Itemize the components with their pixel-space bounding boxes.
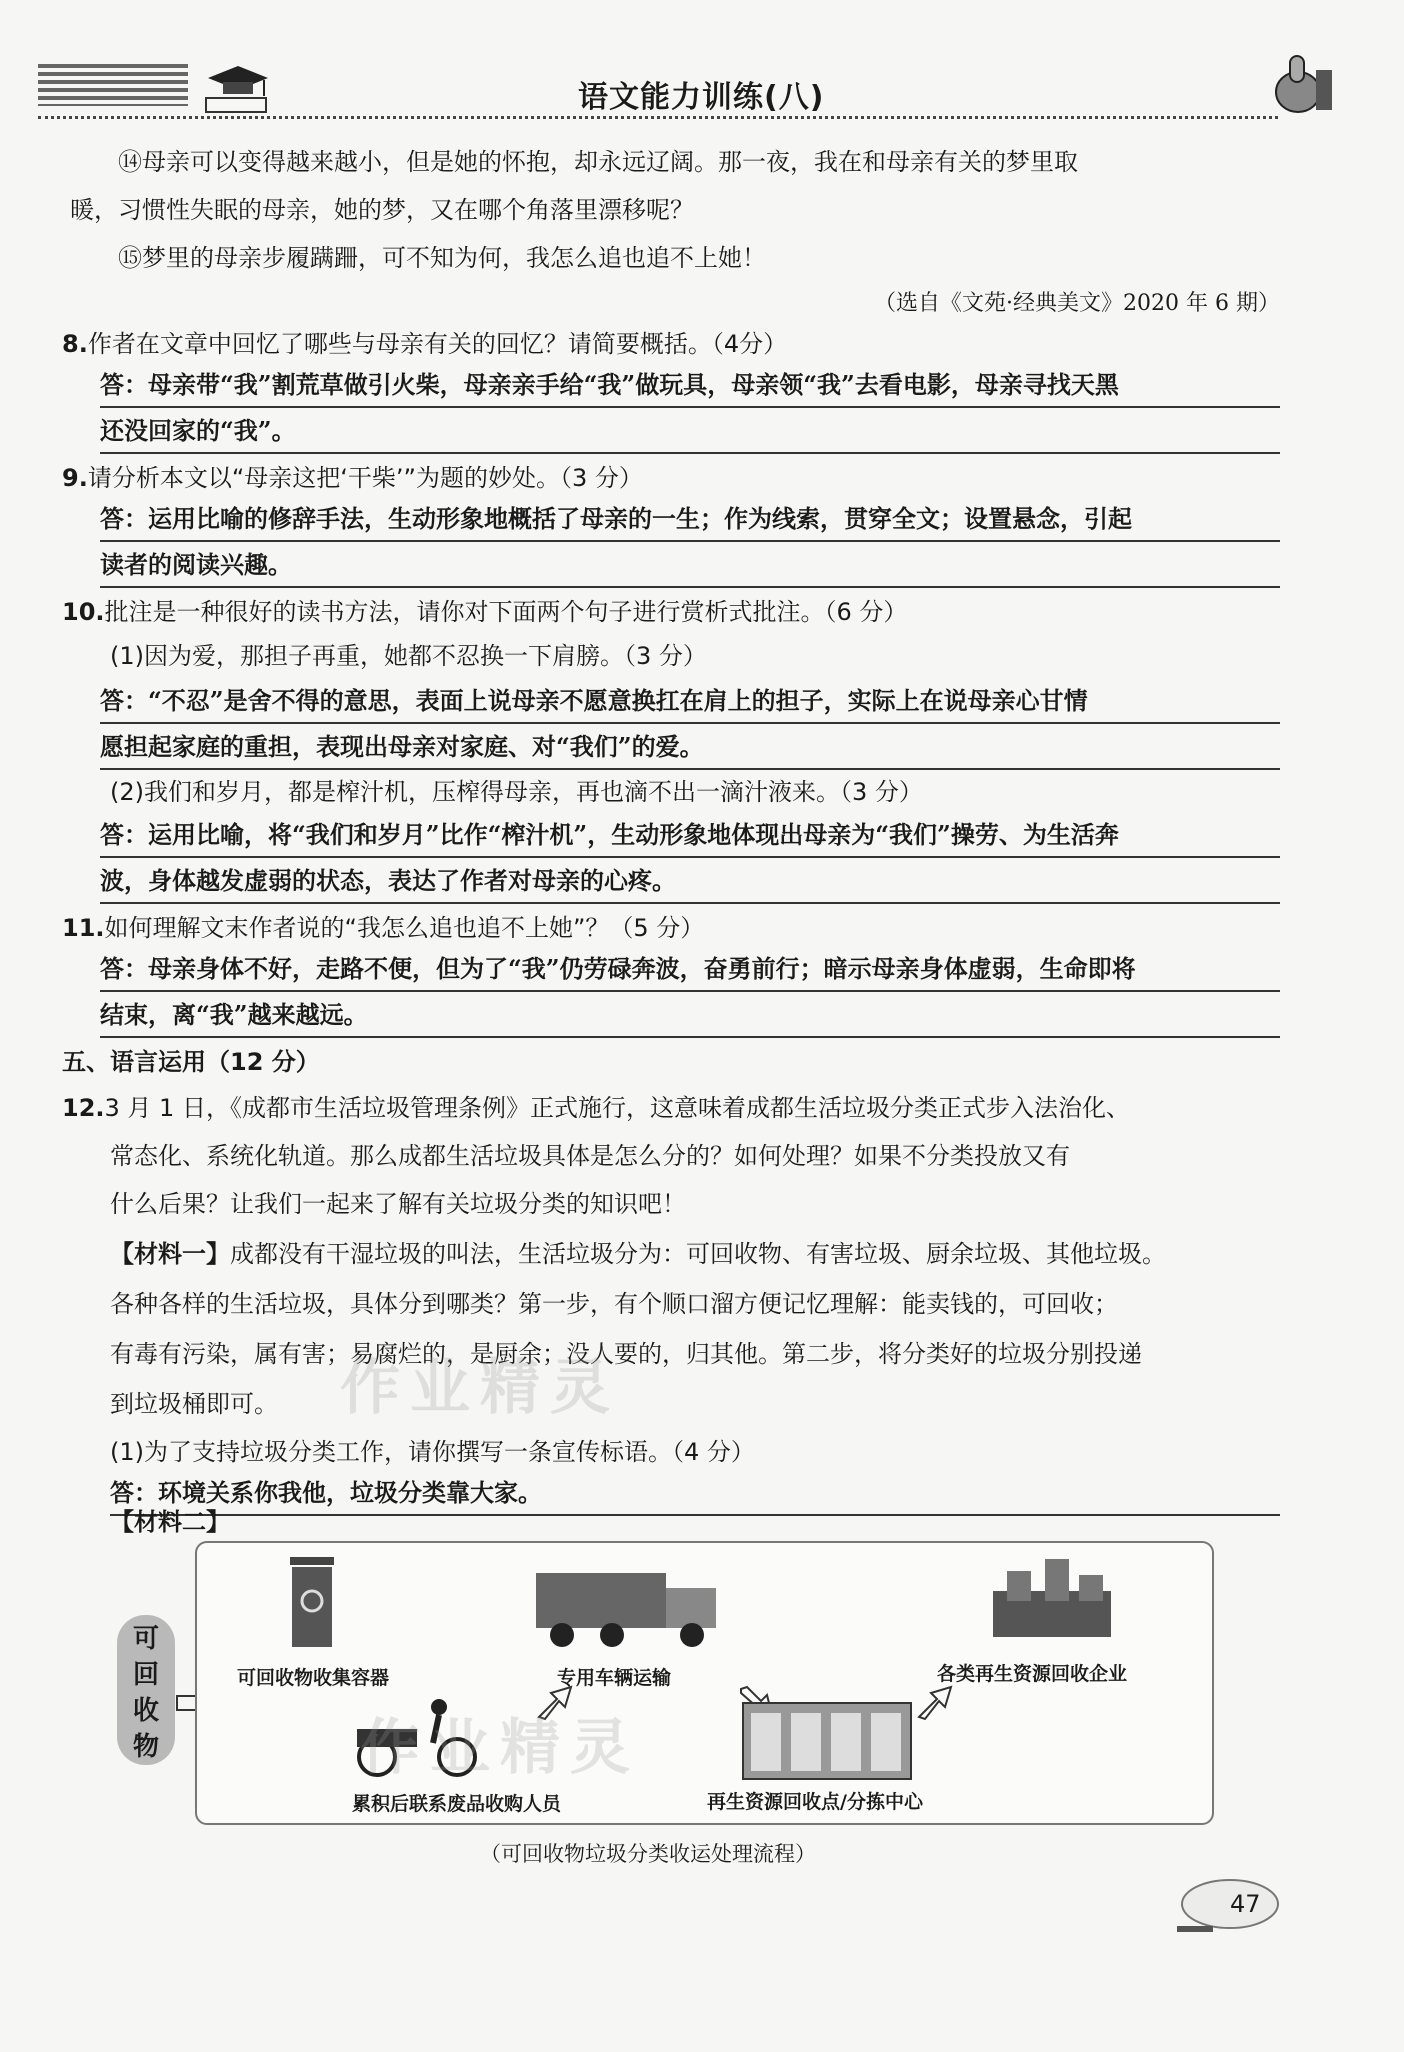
paragraph-14-line-2: 暖，习惯性失眠的母亲，她的梦，又在哪个角落里漂移呢？ bbox=[70, 196, 694, 224]
intro-line-3: 什么后果？让我们一起来了解有关垃圾分类的知识吧！ bbox=[110, 1190, 686, 1218]
watermark: 作业精灵 bbox=[340, 1353, 620, 1423]
answer-line: 答：环境关系你我他，垃圾分类靠大家。 bbox=[110, 1472, 1280, 1516]
material-1-line-3: 有毒有污染，属有害；易腐烂的，是厨余；没人要的，归其他。第二步，将分类好的垃圾分别投递 bbox=[110, 1340, 1142, 1368]
paragraph-15: ⑮梦里的母亲步履蹒跚，可不知为何，我怎么追也追不上她！ bbox=[118, 244, 766, 272]
header-stripes bbox=[38, 64, 188, 106]
material-2-label: 【材料二】 bbox=[110, 1508, 230, 1536]
page-header bbox=[38, 58, 1328, 118]
answer-line: 答：“不忍”是舍不得的意思，表面上说母亲不愿意换扛在肩上的担子，实际上在说母亲心甘情 bbox=[100, 680, 1280, 724]
question-text: 作者在文章中回忆了哪些与母亲有关的回忆？请简要概括。（4分） bbox=[87, 330, 788, 358]
diagram-caption: （可回收物垃圾分类收运处理流程） bbox=[480, 1842, 816, 1866]
question-number: 9. bbox=[62, 464, 88, 492]
question-text: 如何理解文末作者说的“我怎么追也追不上她”？（5 分） bbox=[104, 914, 705, 942]
recycle-bin-icon bbox=[282, 1553, 342, 1653]
question-number: 11. bbox=[62, 914, 105, 942]
header-divider bbox=[38, 116, 1278, 119]
answer-line: 还没回家的“我”。 bbox=[100, 410, 1280, 454]
material-1-line-2: 各种各样的生活垃圾，具体分到哪类？第一步，有个顺口溜方便记忆理解：能卖钱的，可回收； bbox=[110, 1290, 1118, 1318]
section-heading: 五、语言运用（12 分） bbox=[62, 1048, 320, 1076]
truck-label: 专用车辆运输 bbox=[557, 1667, 672, 1689]
recycling-flow-diagram bbox=[195, 1541, 1214, 1825]
answer-line: 答：运用比喻，将“我们和岁月”比作“榨汁机”，生动形象地体现出母亲为“我们”操劳、为生活奔 bbox=[100, 814, 1280, 858]
center-label: 再生资源回收点/分拣中心 bbox=[707, 1791, 923, 1813]
answer-line: 愿担起家庭的重担，表现出母亲对家庭、对“我们”的爱。 bbox=[100, 726, 1280, 770]
answer-line: 答：母亲身体不好，走路不便，但为了“我”仍劳碌奔波，奋勇前行；暗示母亲身体虚弱，生命即将 bbox=[100, 948, 1280, 992]
passage-source: （选自《文苑·经典美文》2020 年 6 期） bbox=[874, 291, 1280, 316]
question-number: 12. bbox=[62, 1094, 105, 1122]
answer-line: 读者的阅读兴趣。 bbox=[100, 544, 1280, 588]
intro-line-2: 常态化、系统化轨道。那么成都生活垃圾具体是怎么分的？如何处理？如果不分类投放又有 bbox=[110, 1142, 1070, 1170]
garbage-truck-icon bbox=[532, 1563, 732, 1653]
thumbs-up-icon bbox=[1268, 50, 1338, 120]
question-text: 请分析本文以“母亲这把‘干柴’”为题的妙处。（3 分） bbox=[87, 464, 643, 492]
container-label: 可回收物收集容器 bbox=[237, 1667, 390, 1689]
paragraph-14-line-1: ⑭母亲可以变得越来越小，但是她的怀抱，却永远辽阔。那一夜，我在和母亲有关的梦里取 bbox=[118, 148, 1078, 176]
recycling-center-icon bbox=[737, 1693, 917, 1783]
material-1-line-1: 成都没有干湿垃圾的叫法，生活垃圾分为：可回收物、有害垃圾、厨余垃圾、其他垃圾。 bbox=[230, 1240, 1166, 1268]
watermark: 作业精灵 bbox=[360, 1713, 640, 1783]
collector-label: 累积后联系废品收购人员 bbox=[352, 1793, 562, 1815]
question-number: 8. bbox=[62, 330, 88, 358]
sentence-2: (2)我们和岁月，都是榨汁机，压榨得母亲，再也滴不出一滴汁液来。（3 分） bbox=[110, 778, 923, 806]
page-title: 语文能力训练(八) bbox=[578, 80, 825, 115]
arrow-up-right-icon bbox=[915, 1683, 955, 1723]
answer-line: 结束，离“我”越来越远。 bbox=[100, 994, 1280, 1038]
sentence-1: (1)因为爱，那担子再重，她都不忍换一下肩膀。（3 分） bbox=[110, 642, 707, 670]
question-text: 批注是一种很好的读书方法，请你对下面两个句子进行赏析式批注。（6 分） bbox=[104, 598, 908, 626]
graduation-cap-icon bbox=[198, 58, 278, 116]
intro-line-1: 3 月 1 日，《成都市生活垃圾管理条例》正式施行，这意味着成都生活垃圾分类正式步入法治化、 bbox=[104, 1094, 1130, 1122]
material-1-label: 【材料一】 bbox=[110, 1240, 230, 1268]
answer-line: 波，身体越发虚弱的状态，表达了作者对母亲的心疼。 bbox=[100, 860, 1280, 904]
recyclable-side-label: 可 回 收 物 bbox=[117, 1615, 175, 1765]
question-number: 10. bbox=[62, 598, 105, 626]
answer-line: 答：母亲带“我”割荒草做引火柴，母亲亲手给“我”做玩具，母亲领“我”去看电影，母亲寻找天黑 bbox=[100, 364, 1280, 408]
material-1-line-4: 到垃圾桶即可。 bbox=[110, 1390, 278, 1418]
enterprise-label: 各类再生资源回收企业 bbox=[937, 1663, 1128, 1685]
page-number: 47 bbox=[1230, 1890, 1261, 1918]
answer-line: 答：运用比喻的修辞手法，生动形象地概括了母亲的一生；作为线索，贯穿全文；设置悬念，引起 bbox=[100, 498, 1280, 542]
sub-question-1: (1)为了支持垃圾分类工作，请你撰写一条宣传标语。（4 分） bbox=[110, 1438, 755, 1466]
factory-icon bbox=[987, 1551, 1117, 1641]
